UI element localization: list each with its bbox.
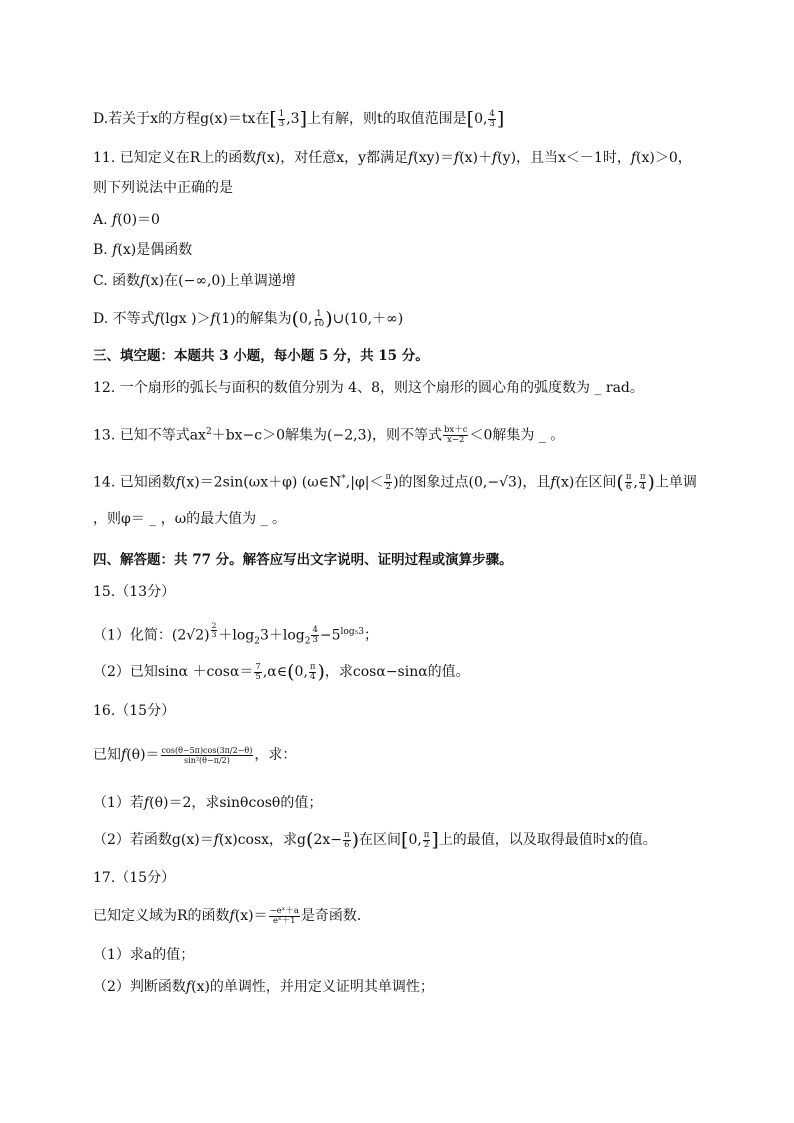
fraction: $\frac{\pi}{2}$ [423,829,430,850]
fraction: 2 3 [211,621,217,639]
q17-definition: 已知定义域为R的函数f(x)＝ $\frac{\text{−eˣ＋a}}{\text{eˣ＋1}}$ 是奇函数． [93,905,371,926]
q11-option-b: B. f(x)是偶函数 [93,242,193,258]
q11-stem-line2: 则下列说法中正确的是 [93,180,233,196]
section-4-heading: 四、解答题：共 77 分。解答应写出文字说明、证明过程或演算步骤。 [93,552,513,568]
q14-line1: 14. 已知函数f(x)＝2sin(ωx＋φ) (ω∈N*,|φ|＜ $\frac{\pi}{2}$ )的图象过点(0,−√3)，且f(x)在区间( $\frac{\pi}{6}$ , $\frac{\pi}{4}$ )上单调 [93,471,697,494]
fraction: $\frac{bx+c}{x-2}$ [443,425,468,446]
q16-heading: 16.（15分） [93,703,176,719]
q11-option-c: C. 函数f(x)在(−∞,0)上单调递增 [93,273,296,289]
fraction: $\frac{\text{−eˣ＋a}}{\text{eˣ＋1}}$ [269,905,299,926]
fraction: $\frac{\cos(\theta-5\pi)\cos(3\pi/2-\theta)}{\text{sin²(θ−π/2)}}$ [161,745,253,765]
fraction: $\frac{\pi}{4}$ [309,661,316,682]
q17-heading: 17.（15分） [93,870,176,886]
fraction: $\frac{\pi}{4}$ [639,472,646,493]
q17-part1: （1）求a的值； [93,947,195,963]
fraction: $\frac{\pi}{6}$ [344,829,350,850]
fraction: $\frac{\pi}{2}$ [385,472,392,493]
fraction: $\frac{\pi}{6}$ [625,472,632,493]
q16-definition: 已知f(θ)＝ $\frac{\cos(\theta-5\pi)\cos(3\pi/2-\theta)}{\text{sin²(θ−π/2)}}$ ，求： [93,745,297,765]
q11-stem-line1: 11. 已知定义在R上的函数f(x)，对任意x，y都满足f(xy)＝f(x)＋f(y)，且当x＜－1时，f(x)＞0， [93,150,692,166]
fraction: $\frac{1}{3}$ [278,108,285,129]
q12: 12. 一个扇形的弧长与面积的数值分别为 4、8，则这个扇形的圆心角的弧度数为 _ rad。 [93,380,644,396]
section-3-heading: 三、填空题：本题共 3 小题，每小题 5 分，共 15 分。 [93,348,429,364]
q15-heading: 15.（13分） [93,584,176,600]
q10-option-d: D.若关于x的方程g(x)＝tx在[ $\frac{1}{3}$ ,3]上有解，则t的取值范围是[0, $\frac{4}{3}$ ] [93,108,505,130]
fraction: $\frac{4}{3}$ [312,625,318,646]
fraction: $\frac{4}{3}$ [489,108,495,129]
fraction: $\frac{7}{5}$ [255,661,261,682]
q16-part1: （1）若f(θ)＝2，求sinθcosθ的值； [93,795,323,811]
q14-line2: ，则φ＝ _ ，ω的最大值为 _ 。 [93,511,287,527]
q13: 13. 已知不等式$ax^2+bx-c>0$解集为(−2,3)，则不等式 $\frac{bx+c}{x-2}$ ＜0解集为 _ 。 [93,425,565,446]
q16-part2: （2）若函数g(x)＝f(x)cosx，求g(2x− $\frac{\pi}{6}$ )在区间[0, $\frac{\pi}{2}$ ]上的最值，以及取得最值时x的值。 [93,829,657,851]
fraction: $\frac{1}{10}$ [313,308,325,329]
q11-option-d: D. 不等式f(lgx )＞f(1)的解集为(0, $\frac{1}{10}$ )∪(10,＋∞) [93,308,404,330]
q15-part1: （1）化简：(2√2) $^{\frac{2}{3}}$ $+\log_23+\log_2$ $\frac{4}{3}$ $-5^{log_53}$； [93,621,378,647]
q17-part2: （2）判断函数f(x)的单调性，并用定义证明其单调性； [93,979,434,995]
q15-part2: （2）已知sinα ＋cosα＝ $\frac{7}{5}$ ,α∈(0, $\frac{\pi}{4}$ )，求cosα−sinα的值。 [93,661,470,683]
q11-option-a: A. f(0)＝0 [93,212,160,228]
